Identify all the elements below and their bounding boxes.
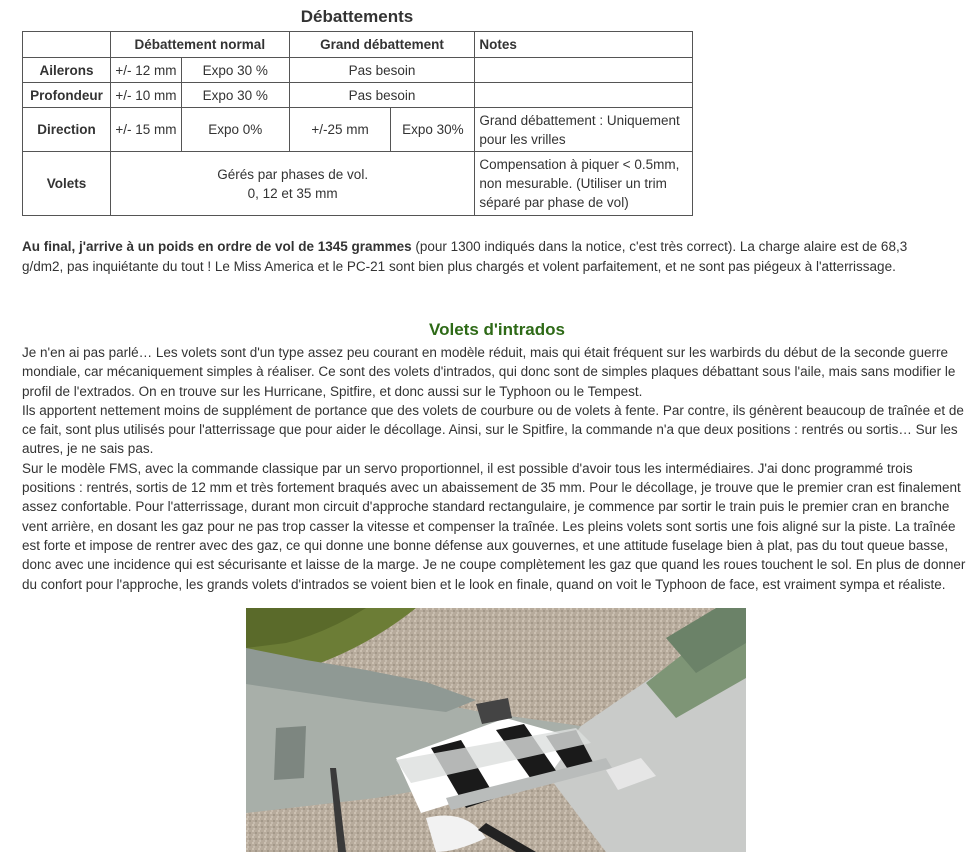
- section-title: Volets d'intrados: [429, 320, 565, 339]
- table-row-volets: [23, 152, 693, 216]
- cell-normal-expo: Expo 30 %: [181, 58, 289, 83]
- summary-paragraph: [22, 237, 947, 276]
- row-label: Ailerons: [23, 58, 111, 83]
- header-grand: Grand débattement: [289, 32, 475, 58]
- header-notes: Notes: [475, 32, 693, 58]
- cell-grand: Pas besoin: [289, 83, 475, 108]
- body-paragraph-3: Sur le modèle FMS, avec la commande classique par un servo proportionnel, il est possible d'avoir tous les intermédiaires. J'ai donc programmé trois positions : rentrés, sortis de 12 mm et très fortement braqués avec un abaissement de 35 mm. Pour le décollage, je trouve que le premier cran est finalement assez confortable. Pour l'atterrissage, durant mon circuit d'approche standard rectangulaire, je commence par sortir le train puis le premier cran en branche vent arrière, en dosant les gaz pour ne pas trop casser la vitesse et compenser la traînée. Les pleins volets sont sortis une fois aligné sur la piste. La traînée est forte et impose de rentrer avec des gaz, ce qui donne une bonne défense aux gouvernes, et une attitude fuselage bien à plat, pas du tout queue basse, donc avec une incidence qui est sécurisante et laisse de la marge. Je ne coupe complètement les gaz que quand les roues touchent le sol. En plus de donner du confort pour l'approche, les grands volets d'intrados se voient bien et le look en finale, quand on voit le Typhoon de face, est vraiment sympa et réaliste.: [22, 460, 966, 592]
- cell-notes: Compensation à piquer < 0.5mm, non mesurable. (Utiliser un trim séparé par phase de vol): [475, 152, 693, 216]
- cell-grand: Pas besoin: [289, 58, 475, 83]
- cell-normal-deb: +/- 15 mm: [110, 108, 181, 152]
- section-body: [22, 343, 967, 594]
- cell-normal-deb: +/- 12 mm: [110, 58, 181, 83]
- debattements-table: [22, 31, 693, 216]
- cell-grand-expo: Expo 30%: [391, 108, 475, 152]
- cell-notes: Grand débattement : Uniquement pour les vrilles: [475, 108, 693, 152]
- volets-value-line2: 0, 12 et 35 mm: [247, 185, 338, 201]
- table-row-profondeur: [23, 83, 693, 108]
- cell-grand-deb: +/-25 mm: [289, 108, 391, 152]
- cell-notes: [475, 83, 693, 108]
- cell-normal-expo: Expo 0%: [181, 108, 289, 152]
- summary-bold: Au final, j'arrive à un poids en ordre de vol de 1345 grammes: [22, 239, 412, 254]
- body-paragraph-2: Ils apportent nettement moins de supplément de portance que des volets de courbure ou de volets à fente. Par contre, ils génèrent beaucoup de traînée et de ce fait, sont plus utilisés pour l'atterrissage que pour aider le décollage. Ainsi, sur le Spitfire, la commande n'a que deux positions : rentrés ou sortis… Sur les autres, je ne sais pas.: [22, 402, 964, 457]
- table-header-row: [23, 32, 693, 58]
- volets-value-line1: Gérés par phases de vol.: [217, 166, 369, 182]
- cell-volets-value: [110, 152, 474, 216]
- summary-rest: (pour 1300 indiqués dans la notice, c'est très correct). La charge alaire est de 68,3 g/dm2, pas inquiétante du tout ! Le Miss America et le PC-21 sont bien plus chargés et volent parfaitement, et ne sont pas piégeux à l'atterrissage.: [22, 239, 908, 274]
- header-empty: [23, 32, 111, 58]
- cell-normal-deb: +/- 10 mm: [110, 83, 181, 108]
- table-title: Débattements: [300, 7, 414, 26]
- row-label: Volets: [23, 152, 111, 216]
- flap-photo: [246, 608, 746, 852]
- header-normal: Débattement normal: [110, 32, 289, 58]
- row-label: Direction: [23, 108, 111, 152]
- table-row-ailerons: [23, 58, 693, 83]
- body-paragraph-1: Je n'en ai pas parlé… Les volets sont d'un type assez peu courant en modèle réduit, mais qui était fréquent sur les warbirds du début de la seconde guerre mondiale, car mécaniquement simples à réaliser. Ce sont des volets d'intrados, qui donc sont de simples plaques débattant sous l'aile, mais sans modifier le profil de l'extrados. On en trouve sur les Hurricane, Spitfire, et donc aussi sur le Typhoon ou le Tempest.: [22, 345, 956, 399]
- cell-normal-expo: Expo 30 %: [181, 83, 289, 108]
- table-row-direction: [23, 108, 693, 152]
- row-label: Profondeur: [23, 83, 111, 108]
- cell-notes: [475, 58, 693, 83]
- flap-photo-illustration: [246, 608, 746, 852]
